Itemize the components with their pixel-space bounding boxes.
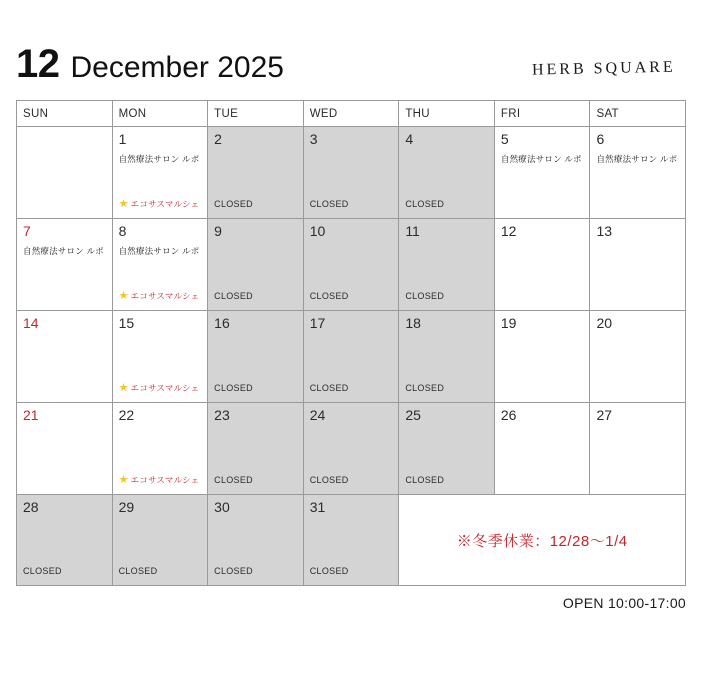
calendar-day-31[interactable] <box>304 495 400 586</box>
event-marche <box>119 290 200 302</box>
calendar-day-25[interactable] <box>399 403 495 495</box>
closed-label: CLOSED <box>309 383 349 393</box>
calendar-day-21[interactable] <box>17 403 113 495</box>
calendar-day-14[interactable] <box>17 311 113 403</box>
weekday-header-label: SAT <box>596 108 619 120</box>
closed-label: CLOSED <box>405 291 445 301</box>
event-salon: 自然療法サロン ルポ <box>118 154 200 165</box>
day-number: 7 <box>23 223 31 239</box>
weekday-header-label: TUE <box>214 108 239 120</box>
day-number: 21 <box>23 407 39 423</box>
brand-logo: HERB SQUARE <box>532 58 677 79</box>
open-hours-label: OPEN 10:00-17:00 <box>562 595 686 611</box>
closed-label: CLOSED <box>309 291 349 301</box>
weekday-header-fri <box>495 101 591 127</box>
closed-label: CLOSED <box>309 199 349 209</box>
day-number: 16 <box>214 315 230 331</box>
day-number: 10 <box>309 223 326 239</box>
calendar-day-18[interactable] <box>399 311 495 403</box>
weekday-header-label: SUN <box>23 108 49 120</box>
weekday-header-label: MON <box>118 108 147 120</box>
calendar-week-row <box>17 127 686 219</box>
closed-label: CLOSED <box>214 383 253 393</box>
day-number: 4 <box>405 131 414 147</box>
day-number: 26 <box>500 407 517 423</box>
day-number: 28 <box>23 499 39 515</box>
calendar-day-2[interactable] <box>208 127 304 219</box>
day-number: 11 <box>405 223 420 239</box>
winter-holiday-note <box>399 495 686 586</box>
day-number: 20 <box>596 315 613 331</box>
closed-label: CLOSED <box>405 475 445 485</box>
event-marche-label: エコサスマルシェ <box>130 383 200 393</box>
calendar-day-30[interactable] <box>208 495 304 586</box>
calendar-day-27[interactable] <box>590 403 686 495</box>
closed-label: CLOSED <box>214 291 253 301</box>
event-salon: 自然療法サロン ルポ <box>23 246 104 257</box>
calendar-day-19[interactable] <box>495 311 591 403</box>
calendar-day-empty <box>17 127 113 219</box>
calendar-week-row <box>17 495 686 586</box>
event-marche-label: エコサスマルシェ <box>130 291 200 301</box>
calendar-day-7[interactable] <box>17 219 113 311</box>
star-icon: ★ <box>118 289 129 302</box>
calendar-day-3[interactable] <box>304 127 400 219</box>
event-salon: 自然療法サロン ルポ <box>596 154 678 165</box>
calendar-day-16[interactable] <box>208 311 304 403</box>
day-number: 6 <box>596 131 605 147</box>
day-number: 2 <box>214 131 222 147</box>
day-number: 1 <box>118 131 127 147</box>
day-number: 17 <box>309 315 326 331</box>
day-number: 29 <box>118 499 135 515</box>
calendar-day-6[interactable] <box>590 127 686 219</box>
weekday-header-sat <box>590 101 686 127</box>
month-number: 12 <box>16 42 60 86</box>
weekday-header-label: FRI <box>500 108 521 120</box>
closed-label: CLOSED <box>405 383 445 393</box>
weekday-header-wed <box>304 101 400 127</box>
calendar-day-29[interactable] <box>113 495 209 586</box>
day-number: 12 <box>500 223 517 239</box>
calendar-week-row <box>17 403 686 495</box>
day-number: 13 <box>596 223 613 239</box>
calendar-day-8[interactable] <box>113 219 209 311</box>
closed-label: CLOSED <box>405 199 445 209</box>
day-number: 15 <box>118 315 135 331</box>
calendar-day-12[interactable] <box>495 219 591 311</box>
page-header <box>16 44 686 96</box>
calendar-day-11[interactable] <box>399 219 495 311</box>
closed-label: CLOSED <box>309 475 349 485</box>
calendar-day-23[interactable] <box>208 403 304 495</box>
calendar-day-1[interactable] <box>113 127 209 219</box>
month-year-label: December 2025 <box>70 51 284 84</box>
day-number: 9 <box>214 223 222 239</box>
event-marche <box>119 198 200 210</box>
day-number: 3 <box>309 131 318 147</box>
calendar-day-9[interactable] <box>208 219 304 311</box>
day-number: 23 <box>214 407 230 423</box>
calendar-day-5[interactable] <box>495 127 591 219</box>
calendar-day-17[interactable] <box>304 311 400 403</box>
star-icon: ★ <box>118 197 129 210</box>
weekday-header-thu <box>399 101 495 127</box>
closed-label: CLOSED <box>309 566 349 576</box>
day-number: 30 <box>214 499 230 515</box>
calendar-day-10[interactable] <box>304 219 400 311</box>
star-icon: ★ <box>118 473 129 486</box>
event-marche <box>119 474 200 486</box>
day-number: 22 <box>118 407 135 423</box>
closed-label: CLOSED <box>214 566 253 576</box>
event-marche-label: エコサスマルシェ <box>130 475 200 485</box>
calendar-day-15[interactable] <box>113 311 209 403</box>
event-marche <box>119 382 200 394</box>
day-number: 5 <box>500 131 509 147</box>
calendar-day-13[interactable] <box>590 219 686 311</box>
day-number: 24 <box>309 407 326 423</box>
day-number: 27 <box>596 407 613 423</box>
calendar-day-20[interactable] <box>590 311 686 403</box>
calendar-day-24[interactable] <box>304 403 400 495</box>
calendar-day-4[interactable] <box>399 127 495 219</box>
event-salon: 自然療法サロン ルポ <box>500 154 582 165</box>
weekday-header-label: WED <box>309 108 338 120</box>
day-number: 19 <box>500 315 517 331</box>
weekday-header-label: THU <box>405 108 430 120</box>
closed-label: CLOSED <box>214 199 253 209</box>
calendar-day-28[interactable] <box>17 495 113 586</box>
calendar-day-22[interactable] <box>113 403 209 495</box>
closed-label: CLOSED <box>118 566 158 576</box>
day-number: 18 <box>405 315 421 331</box>
event-salon: 自然療法サロン ルポ <box>118 246 200 257</box>
weekday-header-tue <box>208 101 304 127</box>
day-number: 14 <box>23 315 39 331</box>
page-title <box>16 44 284 84</box>
day-number: 31 <box>309 499 326 515</box>
star-icon: ★ <box>118 381 129 394</box>
calendar-week-row <box>17 219 686 311</box>
event-marche-label: エコサスマルシェ <box>130 199 200 209</box>
closed-label: CLOSED <box>214 475 253 485</box>
calendar-day-26[interactable] <box>495 403 591 495</box>
weekday-header-mon <box>113 101 209 127</box>
day-number: 8 <box>118 223 127 239</box>
weekday-header-row <box>17 101 686 127</box>
calendar-grid <box>16 100 686 586</box>
calendar-week-row <box>17 311 686 403</box>
weekday-header-sun <box>17 101 113 127</box>
winter-holiday-note-text: ※冬季休業：12/28〜1/4 <box>456 532 628 550</box>
closed-label: CLOSED <box>23 566 62 576</box>
day-number: 25 <box>405 407 421 423</box>
